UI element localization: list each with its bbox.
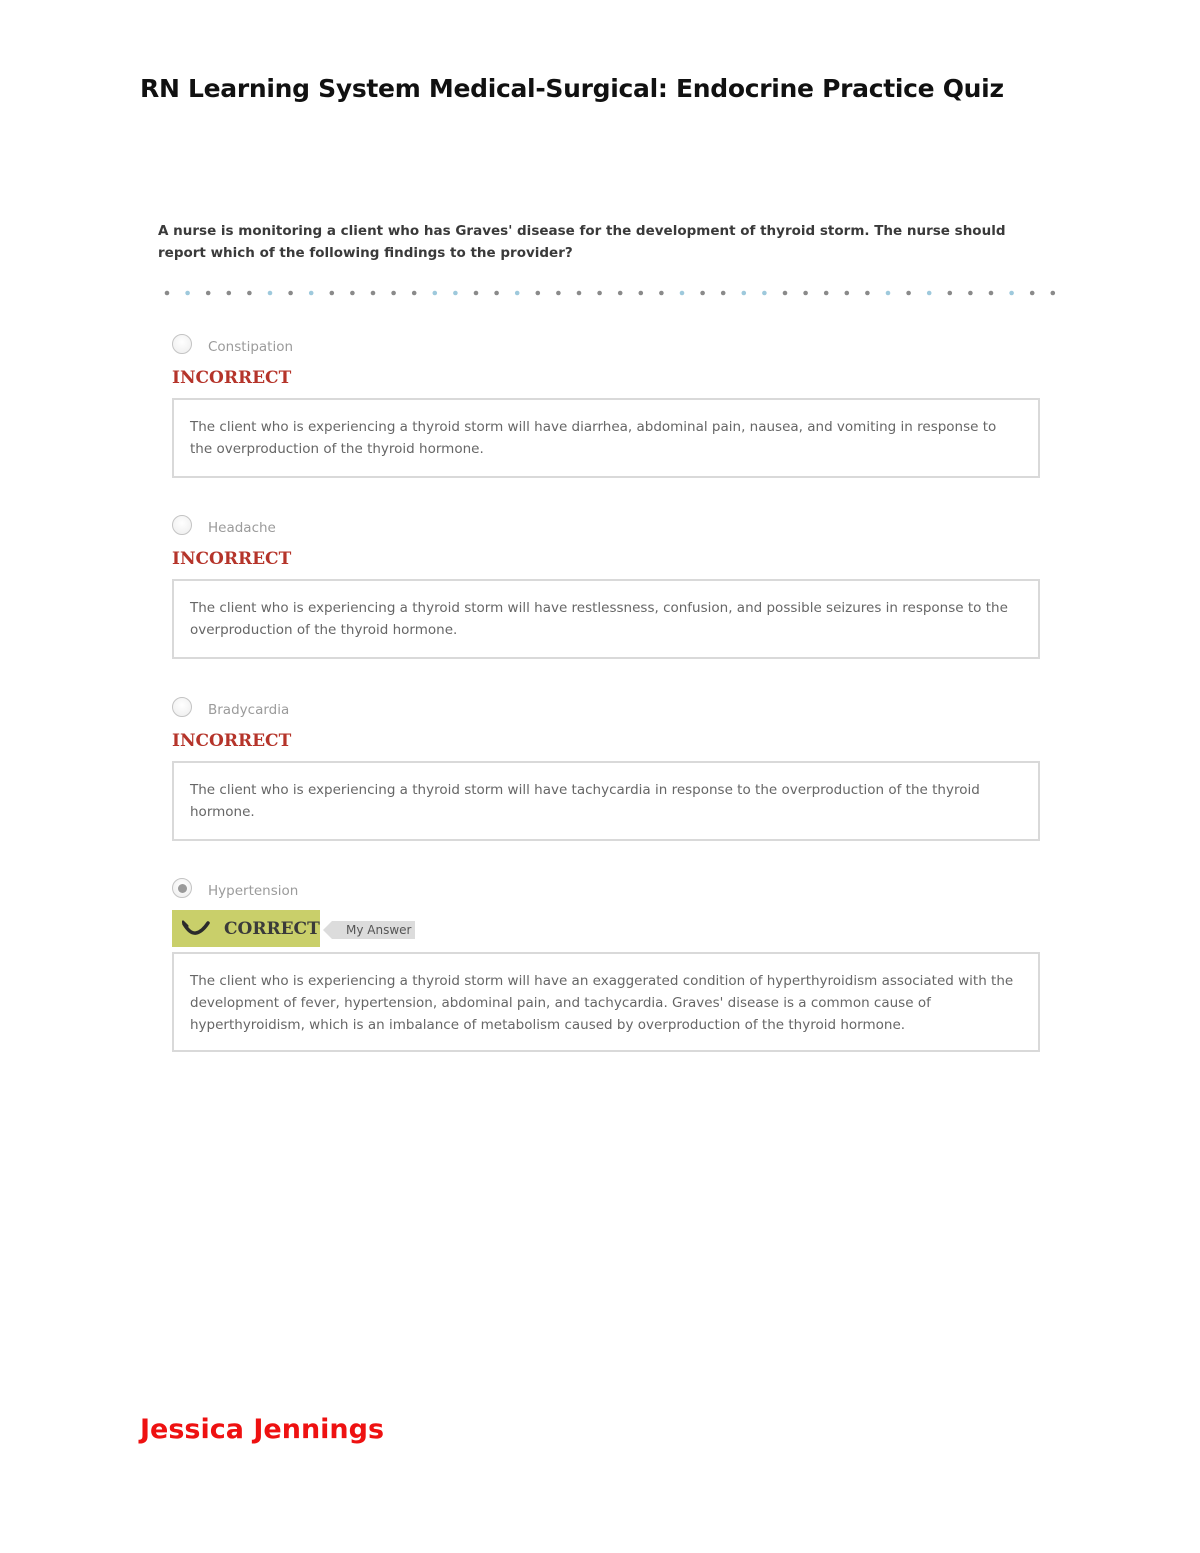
divider-dot <box>391 291 396 296</box>
incorrect-status: INCORRECT <box>172 549 292 569</box>
divider-dot <box>1051 291 1056 296</box>
divider-dot <box>1009 291 1014 296</box>
divider-dot <box>803 291 808 296</box>
answer-option-headache <box>172 515 1042 659</box>
divider-dot <box>165 291 170 296</box>
divider-dot <box>886 291 891 296</box>
divider-dot <box>288 291 293 296</box>
dotted-divider-graphic <box>162 288 1057 298</box>
radio-icon[interactable] <box>172 697 192 717</box>
divider-dot <box>968 291 973 296</box>
divider-dot <box>494 291 499 296</box>
divider-dot <box>330 291 335 296</box>
divider-dot <box>433 291 438 296</box>
divider-dot <box>577 291 582 296</box>
radio-selected-icon[interactable] <box>172 878 192 898</box>
divider-dot <box>824 291 829 296</box>
rationale-box: The client who is experiencing a thyroid storm will have an exaggerated condition of hyperthyroidism associated with the development of fever, hypertension, abdominal pain, and tachycardia. Graves' disease is a common cause of hyperthyroidism, which is an imbalance of metabolism caused by overproduction of the thyroid hormone. <box>172 952 1040 1052</box>
author-signature: Jessica Jennings <box>140 1414 385 1445</box>
divider-dot <box>721 291 726 296</box>
divider-dot <box>515 291 520 296</box>
answer-option-constipation <box>172 334 1042 478</box>
divider-dot <box>618 291 623 296</box>
divider-dot <box>989 291 994 296</box>
dotted-divider <box>162 288 1057 298</box>
quiz-screenshot <box>150 212 1060 1064</box>
divider-dot <box>659 291 664 296</box>
rationale-box: The client who is experiencing a thyroid storm will have diarrhea, abdominal pain, nausea, and vomiting in response to the overproduction of the thyroid hormone. <box>172 398 1040 478</box>
question-text: A nurse is monitoring a client who has Graves' disease for the development of thyroid storm. The nurse should report which of the following findings to the provider? <box>158 223 1006 261</box>
divider-dot <box>247 291 252 296</box>
option-label: Headache <box>208 520 276 536</box>
my-answer-tag: My Answer <box>332 921 415 939</box>
divider-dot <box>350 291 355 296</box>
check-icon <box>182 919 210 937</box>
divider-dot <box>865 291 870 296</box>
option-label: Constipation <box>208 339 294 355</box>
answer-option-bradycardia <box>172 697 1042 841</box>
radio-icon[interactable] <box>172 334 192 354</box>
correct-status-badge <box>172 910 320 947</box>
divider-dot <box>906 291 911 296</box>
divider-dot <box>927 291 932 296</box>
radio-icon[interactable] <box>172 515 192 535</box>
divider-dot <box>309 291 314 296</box>
divider-dot <box>680 291 685 296</box>
divider-dot <box>185 291 190 296</box>
divider-dot <box>1030 291 1035 296</box>
divider-dot <box>227 291 232 296</box>
divider-dot <box>371 291 376 296</box>
rationale-box: The client who is experiencing a thyroid storm will have restlessness, confusion, and possible seizures in response to the overproduction of the thyroid hormone. <box>172 579 1040 659</box>
divider-dot <box>742 291 747 296</box>
divider-dot <box>762 291 767 296</box>
divider-dot <box>948 291 953 296</box>
divider-dot <box>783 291 788 296</box>
incorrect-status: INCORRECT <box>172 368 292 388</box>
divider-dot <box>474 291 479 296</box>
divider-dot <box>268 291 273 296</box>
divider-dot <box>536 291 541 296</box>
divider-dot <box>845 291 850 296</box>
incorrect-status: INCORRECT <box>172 731 292 751</box>
document-title: RN Learning System Medical-Surgical: Endocrine Practice Quiz <box>140 74 1004 103</box>
divider-dot <box>412 291 417 296</box>
divider-dot <box>700 291 705 296</box>
option-label: Hypertension <box>208 883 299 899</box>
correct-status: CORRECT <box>224 919 320 939</box>
divider-dot <box>206 291 211 296</box>
divider-dot <box>639 291 644 296</box>
divider-dot <box>597 291 602 296</box>
answer-option-hypertension <box>172 878 1042 1052</box>
divider-dot <box>556 291 561 296</box>
divider-dot <box>453 291 458 296</box>
rationale-box: The client who is experiencing a thyroid storm will have tachycardia in response to the overproduction of the thyroid hormone. <box>172 761 1040 841</box>
option-label: Bradycardia <box>208 702 290 718</box>
